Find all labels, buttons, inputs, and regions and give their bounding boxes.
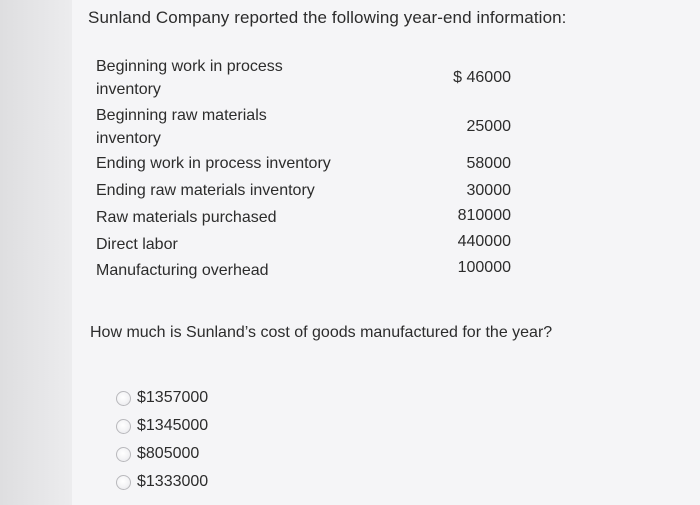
info-label [96, 104, 351, 150]
info-label-line: inventory [96, 130, 161, 147]
answer-option-label: $805000 [137, 445, 200, 462]
info-label-line: inventory [96, 81, 161, 98]
answer-option-3[interactable] [116, 440, 208, 468]
info-value: 58000 [466, 155, 511, 172]
answer-options [116, 384, 208, 496]
info-label: Raw materials purchased [96, 209, 277, 226]
info-label: Ending work in process inventory [96, 155, 331, 172]
question-text: How much is Sunland’s cost of goods manufactured for the year? [90, 324, 553, 341]
info-label-line: Beginning work in process [96, 58, 283, 75]
info-label: Direct labor [96, 236, 178, 253]
intro-text: Sunland Company reported the following year-end information: [88, 8, 567, 27]
answer-option-2[interactable] [116, 412, 208, 440]
radio-button[interactable] [116, 391, 131, 406]
radio-button[interactable] [116, 419, 131, 434]
background-edge [0, 0, 72, 505]
info-value: 810000 [457, 207, 511, 224]
info-label [96, 55, 351, 101]
radio-button[interactable] [116, 447, 131, 462]
info-label: Ending raw materials inventory [96, 182, 315, 199]
info-label-line: Beginning raw materials [96, 107, 267, 124]
answer-option-label: $1357000 [137, 389, 209, 406]
answer-option-label: $1333000 [137, 473, 209, 490]
info-value: 440000 [457, 233, 511, 250]
info-value: 25000 [466, 118, 511, 135]
answer-option-4[interactable] [116, 468, 208, 496]
info-value: 30000 [466, 182, 511, 199]
radio-button[interactable] [116, 475, 131, 490]
info-value: 100000 [457, 259, 511, 276]
answer-option-label: $1345000 [137, 417, 209, 434]
info-label: Manufacturing overhead [96, 262, 269, 279]
answer-option-1[interactable] [116, 384, 208, 412]
info-value: $ 46000 [453, 69, 511, 86]
